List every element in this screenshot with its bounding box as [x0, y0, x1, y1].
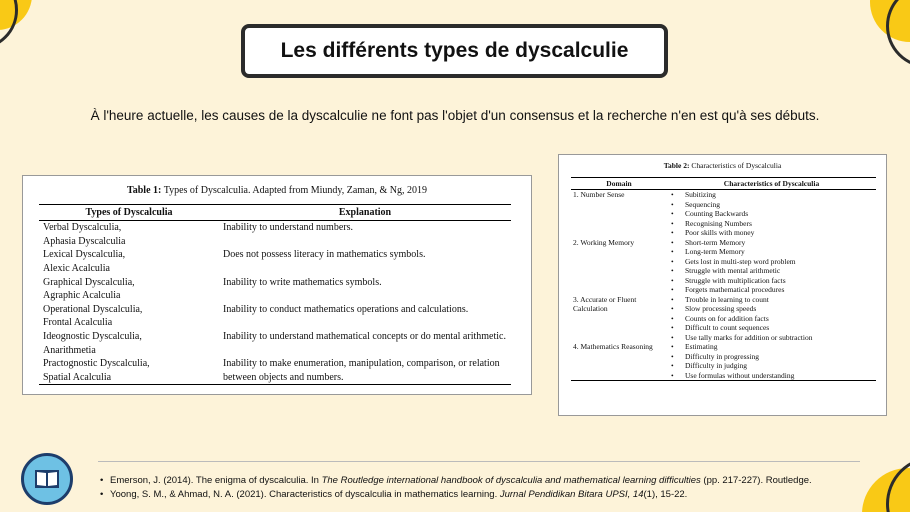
table-row [571, 190, 876, 238]
list-item: • Counting Backwards [669, 209, 874, 219]
reference-text: Emerson, J. (2014). The enigma of dyscalculia. In [110, 475, 322, 486]
type-name: Graphical Dyscalculia, [43, 276, 135, 288]
type-cell [39, 248, 219, 275]
list-item: • Short-term Memory [669, 238, 874, 248]
type-cell [39, 357, 219, 385]
table-row [571, 295, 876, 343]
types-table [39, 204, 511, 386]
reference-text: Yoong, S. M., & Ahmad, N. A. (2021). Characteristics of dyscalculia in mathematics learning. [110, 489, 500, 500]
reference-item [100, 488, 890, 502]
list-item: • Struggle with multiplication facts [669, 276, 874, 286]
list-item: • Slow processing speeds [669, 304, 874, 314]
table1-caption [39, 184, 515, 198]
domain-cell: 3. Accurate or Fluent Calculation [573, 294, 637, 313]
references-list [100, 474, 890, 502]
table1-caption-label: Table 1: [126, 185, 162, 196]
list-item: • Gets lost in multi-step word problem [669, 257, 874, 267]
reference-pages: (pp. 217-227). Routledge. [700, 475, 812, 486]
characteristics-cell [667, 190, 876, 238]
list-item: • Use formulas without understanding [669, 371, 874, 381]
domain-cell: 4. Mathematics Reasoning [571, 342, 667, 381]
table-row [39, 357, 511, 385]
references-divider [98, 461, 860, 462]
list-item: • Trouble in learning to count [669, 295, 874, 305]
characteristics-cell [667, 295, 876, 343]
table1-body [39, 221, 511, 385]
type-name: Ideognostic Dyscalculia, [43, 330, 142, 342]
list-item: • Difficulty in progressing [669, 352, 874, 362]
table2-caption-label: Table 2: [663, 161, 690, 170]
list-item: • Use tally marks for addition or subtraction [669, 333, 874, 343]
type-alias: Aphasia Dyscalculia [43, 235, 126, 247]
domain-cell: 1. Number Sense [573, 190, 625, 199]
table2-header-domain: Domain [571, 177, 667, 190]
type-cell [39, 330, 219, 357]
explanation-cell: Inability to understand numbers. [223, 222, 353, 234]
book-icon [33, 467, 61, 491]
type-alias: Spatial Acalculia [43, 371, 112, 383]
table-row [39, 248, 511, 275]
table1-header-type: Types of Dyscalculia [39, 204, 219, 221]
table2-body [571, 190, 876, 381]
list-item: • Struggle with mental arithmetic [669, 266, 874, 276]
explanation-cell: Inability to understand mathematical concepts or do mental arithmetic. [223, 330, 506, 342]
table2-header-characteristics: Characteristics of Dyscalculia [667, 177, 876, 190]
list-item: • Forgets mathematical procedures [669, 285, 874, 295]
explanation-cell: Inability to conduct mathematics operations and calculations. [223, 303, 469, 315]
table2-caption-text: Characteristics of Dyscalculia [691, 161, 782, 170]
reference-source: The Routledge international handbook of dyscalculia and mathematical learning difficulties [321, 475, 701, 486]
list-item: • Sequencing [669, 200, 874, 210]
characteristics-list [669, 295, 874, 343]
explanation-cell: Inability to write mathematics symbols. [223, 276, 382, 288]
explanation-cell: Inability to make enumeration, manipulation, comparison, or relation between objects and numbers. [219, 357, 511, 385]
list-item: • Subitizing [669, 190, 874, 200]
table1-caption-text: Types of Dyscalculia. Adapted from Miundy, Zaman, & Ng, 2019 [163, 185, 428, 196]
table-row [571, 238, 876, 295]
list-item: • Poor skills with money [669, 228, 874, 238]
list-item: • Estimating [669, 342, 874, 352]
table1-header-explanation: Explanation [219, 204, 511, 221]
table2-caption [571, 161, 874, 171]
characteristics-list [669, 190, 874, 238]
list-item: • Counts on for addition facts [669, 314, 874, 324]
list-item: • Difficulty in judging [669, 361, 874, 371]
table-row [571, 342, 876, 381]
intro-text: À l'heure actuelle, les causes de la dyscalculie ne font pas l'objet d'un consensus et la recherche n'en est qu'à ses débuts. [90, 108, 820, 123]
list-item: • Recognising Numbers [669, 219, 874, 229]
characteristics-list [669, 238, 874, 295]
type-alias: Frontal Acalculia [43, 317, 113, 329]
book-logo [21, 453, 73, 505]
reference-pages: (1), 15-22. [643, 489, 688, 500]
type-alias: Agraphic Acalculia [43, 290, 121, 302]
corner-ring-top-right [886, 0, 910, 68]
list-item: • Difficult to count sequences [669, 323, 874, 333]
table-row [39, 276, 511, 303]
type-cell [39, 303, 219, 330]
explanation-cell: Does not possess literacy in mathematics symbols. [223, 249, 426, 261]
type-name: Verbal Dyscalculia, [43, 222, 122, 234]
table-row [39, 330, 511, 357]
table-row [39, 221, 511, 249]
characteristics-cell [667, 342, 876, 381]
type-name: Operational Dyscalculia, [43, 303, 143, 315]
characteristics-cell [667, 238, 876, 295]
domain-cell: 2. Working Memory [573, 237, 635, 247]
type-name: Practognostic Dyscalculia, [43, 358, 150, 370]
type-cell [39, 221, 219, 249]
table-row [39, 303, 511, 330]
table1-card [22, 175, 532, 395]
type-alias: Anarithmetia [43, 344, 96, 356]
reference-item [100, 474, 890, 488]
page-title: Les différents types de dyscalculie [241, 24, 668, 78]
type-alias: Alexic Acalculia [43, 262, 110, 274]
table2-card [558, 154, 887, 416]
characteristics-table [571, 177, 876, 382]
characteristics-list [669, 342, 874, 380]
type-name: Lexical Dyscalculia, [43, 249, 126, 261]
list-item: • Long-term Memory [669, 247, 874, 257]
corner-ring-top-left [0, 0, 18, 50]
type-cell [39, 276, 219, 303]
reference-source: Jurnal Pendidikan Bitara UPSI, 14 [499, 489, 644, 500]
